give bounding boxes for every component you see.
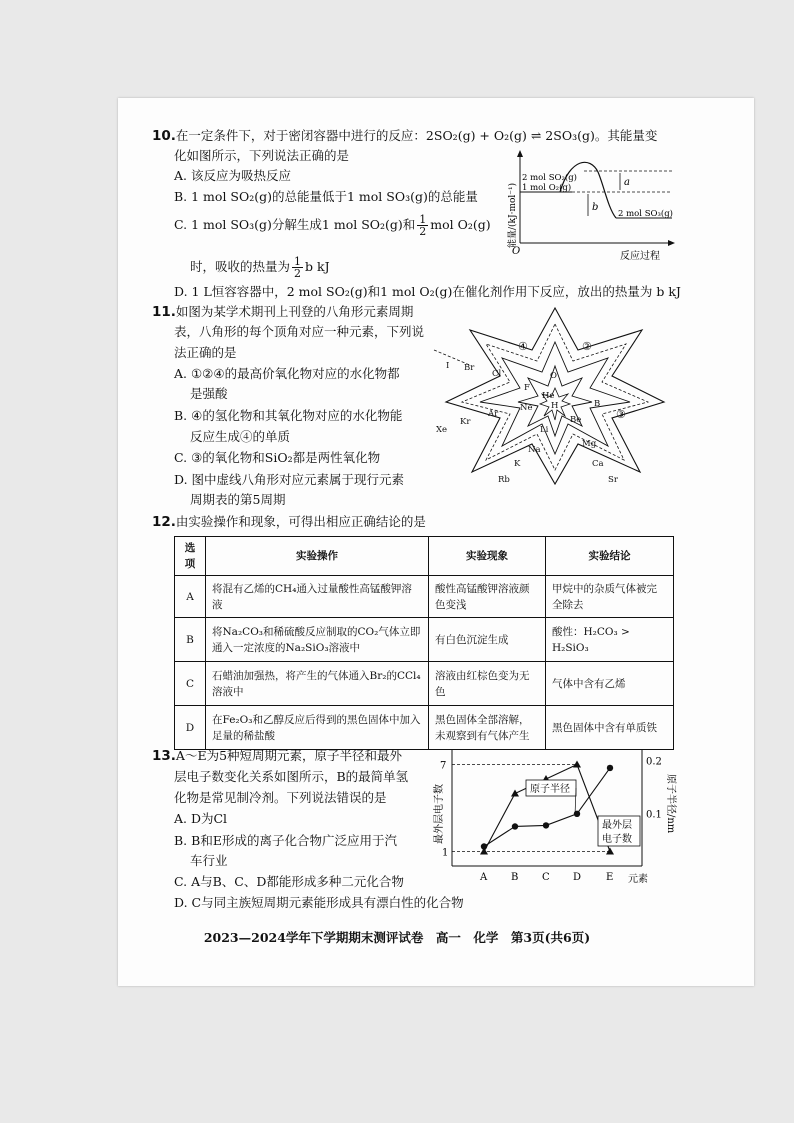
- q10-line1: [152, 126, 657, 146]
- star-mid: [462, 324, 648, 470]
- q10-stem-line1: 在一定条件下，对于密闭容器中进行的反应：2SO₂(g) + O₂(g) ⇌ 2SO₃(g)。其能量变: [175, 128, 658, 143]
- row-d-phenomenon: 黑色固体全部溶解，未观察到有气体产生: [429, 706, 546, 750]
- circled-2: ②: [582, 340, 592, 353]
- row-a-conclusion: 甲烷中的杂质气体被完全除去: [546, 576, 674, 618]
- table-row: [175, 618, 674, 662]
- experiment-table: [174, 536, 674, 750]
- header-option: 选项: [175, 537, 206, 576]
- el-o: O: [550, 371, 557, 381]
- row-c-phenomenon: 溶液由红棕色变为无色: [429, 662, 546, 706]
- circled-3: ③: [616, 408, 626, 421]
- q12-number: 12.: [152, 514, 176, 530]
- q11-option-b-1: B. ④的氢化物和其氧化物对应的水化物能: [174, 408, 403, 423]
- q11-option-a-1: A. ①②④的最高价氧化物对应的水化物都: [174, 366, 400, 381]
- q11-stem-line1: 如图为某学术期刊上刊登的八角形元素周期: [175, 304, 414, 319]
- x-axis-label: 反应过程: [620, 251, 660, 262]
- el-ca: Ca: [592, 459, 604, 469]
- q11-option-d-1: D. 图中虚线八角形对应元素属于现行元素: [174, 472, 405, 487]
- electron-point-D: [573, 761, 581, 768]
- y2-tick-0.1: 0.1: [646, 809, 662, 821]
- o2-label: 1 mol O₂(g): [522, 183, 572, 193]
- el-ne: Ne: [520, 403, 533, 413]
- el-cl: Cl: [492, 369, 502, 379]
- row-d-option: D: [175, 706, 206, 750]
- header-operation: 实验操作: [206, 537, 429, 576]
- frac-num: 1: [419, 213, 427, 226]
- header-phenomenon: 实验现象: [429, 537, 546, 576]
- chart-xlabel: 元素: [628, 874, 648, 885]
- q10-option-d: D. 1 L恒容容器中，2 mol SO₂(g)和1 mol O₂(g)在催化剂作用下反应，放出的热量为 b kJ: [174, 284, 681, 299]
- x-arrow-icon: [668, 240, 675, 246]
- el-ar: Ar: [488, 409, 499, 419]
- row-b-operation: 将Na₂CO₃和稀硫酸反应制取的CO₂气体立即通入一定浓度的Na₂SiO₃溶液中: [206, 618, 429, 662]
- row-c-operation: 石蜡油加强热，将产生的气体通入Br₂的CCl₄溶液中: [206, 662, 429, 706]
- q12-line1: [152, 512, 426, 532]
- el-kr: Kr: [460, 417, 471, 427]
- electron-point-E: [606, 848, 614, 855]
- el-k: K: [514, 459, 521, 469]
- frac2-num: 1: [294, 255, 302, 268]
- star-outer: [446, 308, 664, 484]
- row-a-option: A: [175, 576, 206, 618]
- el-xe: Xe: [436, 425, 448, 435]
- circled-4: ④: [518, 340, 528, 353]
- el-mg: Mg: [582, 439, 597, 449]
- el-na: Na: [528, 445, 541, 455]
- row-a-operation: 将混有乙烯的CH₄通入过量酸性高锰酸钾溶液: [206, 576, 429, 618]
- electron-point-B: [511, 790, 519, 797]
- el-sr: Sr: [608, 475, 618, 485]
- row-d-operation: 在Fe₂O₃和乙醇反应后得到的黑色固体中加入足量的稀盐酸: [206, 706, 429, 750]
- el-b: B: [594, 399, 601, 409]
- radius-point-E: [607, 765, 613, 771]
- q11-option-c: C. ③的氧化物和SiO₂都是两性氧化物: [174, 450, 381, 465]
- so3-label: 2 mol SO₃(g): [618, 209, 673, 219]
- q10-option-c-text: C. 1 mol SO₃(g)分解生成1 mol SO₂(g)和: [174, 217, 416, 232]
- table-row: [175, 576, 674, 618]
- fraction-half: [417, 214, 428, 237]
- electron-point-A: [480, 848, 488, 855]
- header-conclusion: 实验结论: [546, 537, 674, 576]
- el-li: Li: [540, 425, 549, 435]
- q10-option-c-line2-post: b kJ: [305, 259, 330, 274]
- q11-option-a-2: 是强酸: [190, 386, 228, 401]
- radius-point-B: [512, 823, 518, 829]
- el-i: I: [446, 361, 450, 371]
- frac2-den: 2: [294, 267, 302, 280]
- y-tick-1: 1: [442, 847, 449, 859]
- row-b-phenomenon: 有白色沉淀生成: [429, 618, 546, 662]
- table-row: [175, 706, 674, 750]
- q13-number: 13.: [152, 748, 176, 764]
- electron-label-2: 电子数: [602, 834, 632, 845]
- x-tick-B: B: [511, 872, 519, 883]
- q10-option-c-mid: mol O₂(g): [430, 217, 491, 232]
- q10-option-c-line2: [190, 256, 330, 279]
- energy-axis-label: 能量/(kJ·mol⁻¹): [508, 182, 518, 248]
- el-br: Br: [464, 363, 475, 373]
- so2-label: 2 mol SO₂(g): [522, 173, 577, 183]
- row-c-option: C: [175, 662, 206, 706]
- q10-number: 10.: [152, 128, 176, 144]
- a-label: a: [624, 177, 630, 188]
- x-tick-C: C: [542, 872, 550, 883]
- page-footer: 2023—2024学年下学期期末测评试卷 高一 化学 第3页(共6页): [203, 930, 591, 945]
- q10-option-c-line2-pre: 时，吸收的热量为: [190, 259, 291, 274]
- chart-layer: [440, 750, 662, 883]
- q10-option-b: B. 1 mol SO₂(g)的总能量低于1 mol SO₃(g)的总能量: [174, 189, 478, 204]
- energy-diagram: [500, 148, 680, 263]
- row-b-option: B: [175, 618, 206, 662]
- q13-stem-line3: 化物是常见制冷剂。下列说法错误的是: [174, 790, 387, 805]
- radius-point-C: [543, 822, 549, 828]
- table-row: [175, 662, 674, 706]
- q11-option-b-2: 反应生成④的单质: [190, 429, 291, 444]
- q13-chart: [428, 744, 678, 886]
- row-c-conclusion: 气体中含有乙烯: [546, 662, 674, 706]
- el-h: H: [551, 401, 559, 411]
- q11-stem-line2: 表，八角形的每个顶角对应一种元素，下列说: [174, 324, 425, 339]
- q10-stem-line2: 化如图所示，下列说法正确的是: [174, 148, 350, 163]
- q13-option-d: D. C与同主族短周期元素能形成具有漂白性的化合物: [174, 895, 464, 910]
- y-tick-7: 7: [440, 760, 447, 772]
- electron-label-1: 最外层: [602, 820, 632, 831]
- q12-stem: 由实验操作和现象，可得出相应正确结论的是: [175, 514, 426, 529]
- table-header-row: [175, 537, 674, 576]
- radius-label: 原子半径: [530, 784, 570, 795]
- q13-option-a: A. D为Cl: [174, 811, 228, 826]
- y-arrow-icon: [517, 150, 523, 157]
- chart-ylabel: 最外层电子数: [434, 784, 445, 844]
- x-tick-D: D: [573, 872, 582, 883]
- x-tick-E: E: [606, 872, 614, 883]
- row-b-conclusion: 酸性：H₂CO₃ > H₂SiO₃: [546, 618, 674, 662]
- row-a-phenomenon: 酸性高锰酸钾溶液颜色变浅: [429, 576, 546, 618]
- q10-option-c: [174, 214, 491, 237]
- el-f: F: [524, 383, 530, 393]
- q11-option-d-2: 周期表的第5周期: [190, 492, 286, 507]
- frac-den: 2: [419, 225, 427, 238]
- y2-tick-0.2: 0.2: [646, 756, 662, 768]
- q11-line1: [152, 302, 413, 322]
- q13-line1: [152, 746, 402, 766]
- x-tick-A: A: [480, 872, 488, 883]
- row-d-conclusion: 黑色固体中含有单质铁: [546, 706, 674, 750]
- fraction-half-2: [292, 256, 303, 279]
- q13-option-b-1: B. B和E形成的离子化合物广泛应用于汽: [174, 833, 397, 848]
- q11-number: 11.: [152, 304, 176, 320]
- octagonal-periodic-table: [432, 306, 682, 486]
- q13-stem-line2: 层电子数变化关系如图所示，B的最简单氢: [174, 769, 409, 784]
- q13-option-b-2: 车行业: [190, 853, 228, 868]
- origin-label: O: [512, 246, 521, 257]
- q13-option-c: C. A与B、C、D都能形成多种二元化合物: [174, 874, 404, 889]
- b-label: b: [592, 202, 599, 213]
- el-rb: Rb: [498, 475, 510, 485]
- q10-option-a: A. 该反应为吸热反应: [174, 168, 291, 183]
- el-he: He: [542, 391, 555, 401]
- q13-stem-line1: A～E为5种短周期元素，原子半径和最外: [175, 748, 403, 763]
- el-be: Be: [570, 415, 582, 425]
- q11-stem-line3: 法正确的是: [174, 345, 237, 360]
- chart-ylabel2: 原子半径/nm: [665, 774, 676, 834]
